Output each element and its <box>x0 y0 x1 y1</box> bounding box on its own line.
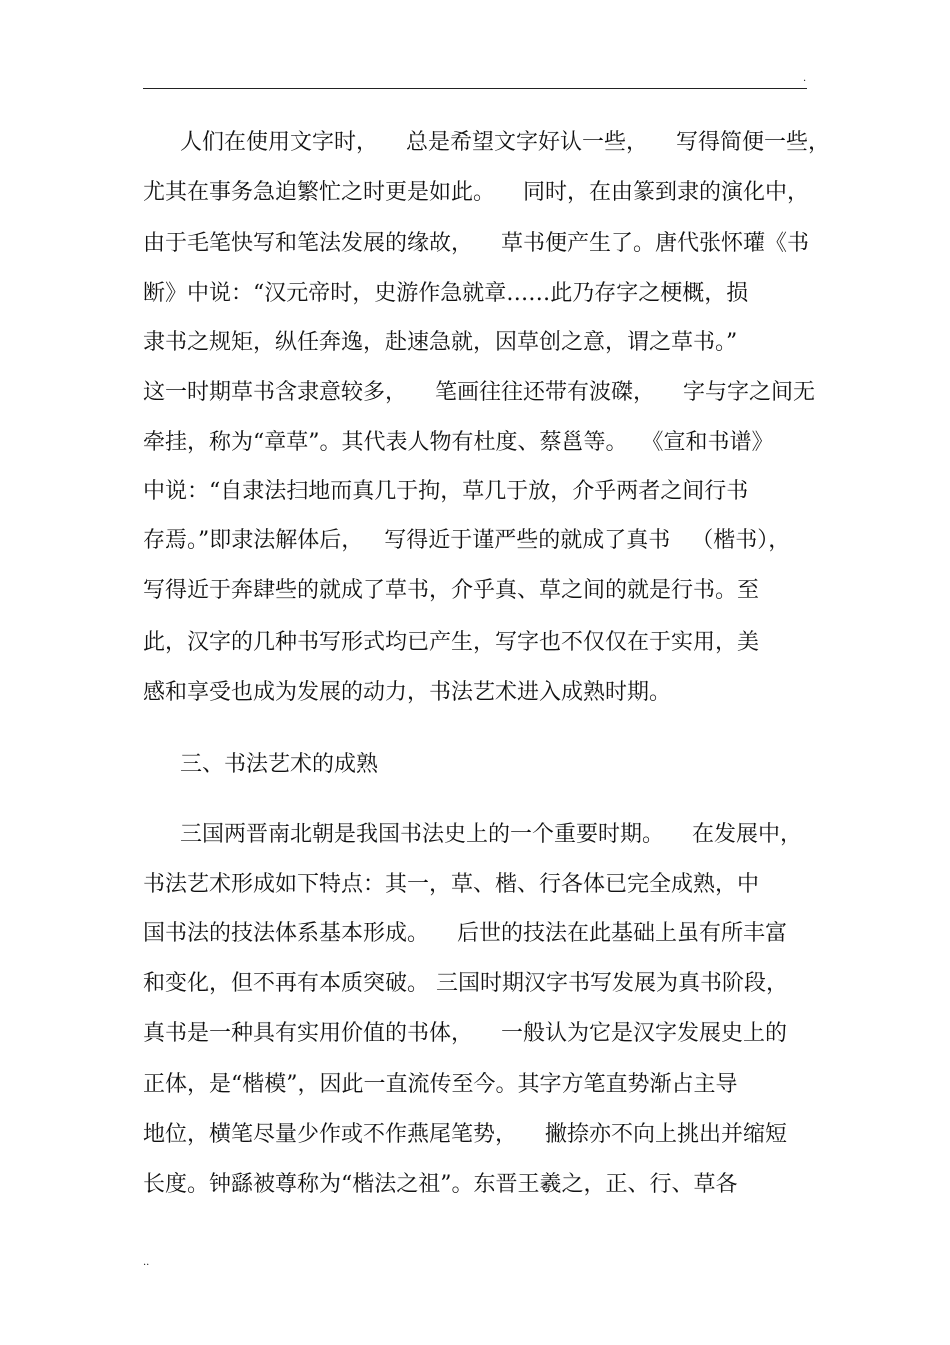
paragraph-line: 真书是一种具有实用价值的书体， 一般认为它是汉字发展史上的 <box>143 1021 787 1046</box>
paragraph-line: 感和享受也成为发展的动力，书法艺术进入成熟时期。 <box>143 680 672 705</box>
paragraph-line: 这一时期草书含隶意较多， 笔画往往还带有波磔， 字与字之间无 <box>143 380 815 405</box>
paragraph-line: 国书法的技法体系基本形成。 后世的技法在此基础上虽有所丰富 <box>143 921 787 946</box>
paragraph-line: 牵挂，称为“章草”。其代表人物有杜度、蔡邕等。 《宣和书谱》 <box>143 430 774 455</box>
paragraph-line: 存焉。”即隶法解体后， 写得近于谨严些的就成了真书 （楷书）， <box>143 528 791 553</box>
paragraph-line: 尤其在事务急迫繁忙之时更是如此。 同时，在由篆到隶的演化中， <box>143 180 809 205</box>
paragraph-line: 写得近于奔肆些的就成了草书，介乎真、草之间的就是行书。至 <box>143 578 760 603</box>
header-dot: . <box>803 73 807 84</box>
paragraph-line: 长度。钟繇被尊称为“楷法之祖”。东晋王羲之，正、行、草各 <box>143 1172 738 1197</box>
paragraph-line: 人们在使用文字时， 总是希望文字好认一些， 写得简便一些， <box>180 130 830 155</box>
paragraph-line: 地位，横笔尽量少作或不作燕尾笔势， 撇捺亦不向上挑出并缩短 <box>143 1122 787 1147</box>
header-rule <box>143 88 807 89</box>
paragraph-line: 中说：“自隶法扫地而真几于拘，草几于放，介乎两者之间行书 <box>143 479 749 504</box>
paragraph-line: 书法艺术形成如下特点：其一，草、楷、行各体已完全成熟，中 <box>143 872 760 897</box>
section-heading: 三、书法艺术的成熟 <box>180 752 379 777</box>
paragraph-line: 此，汉字的几种书写形式均已产生，写字也不仅仅在于实用，美 <box>143 630 760 655</box>
paragraph-line: 断》中说：“汉元帝时，史游作急就章……此乃存字之梗概，损 <box>143 281 749 306</box>
footer-dots: .. <box>143 1257 150 1268</box>
paragraph-line: 三国两晋南北朝是我国书法史上的一个重要时期。 在发展中， <box>180 822 802 847</box>
paragraph-line: 和变化，但不再有本质突破。 三国时期汉字书写发展为真书阶段， <box>143 971 788 996</box>
paragraph-line: 正体，是“楷模”，因此一直流传至今。其字方笔直势渐占主导 <box>143 1072 738 1097</box>
paragraph-line: 隶书之规矩，纵任奔逸，赴速急就，因草创之意，谓之草书。” <box>143 330 738 355</box>
paragraph-line: 由于毛笔快写和笔法发展的缘故， 草书便产生了。唐代张怀瓘《书 <box>143 231 809 256</box>
